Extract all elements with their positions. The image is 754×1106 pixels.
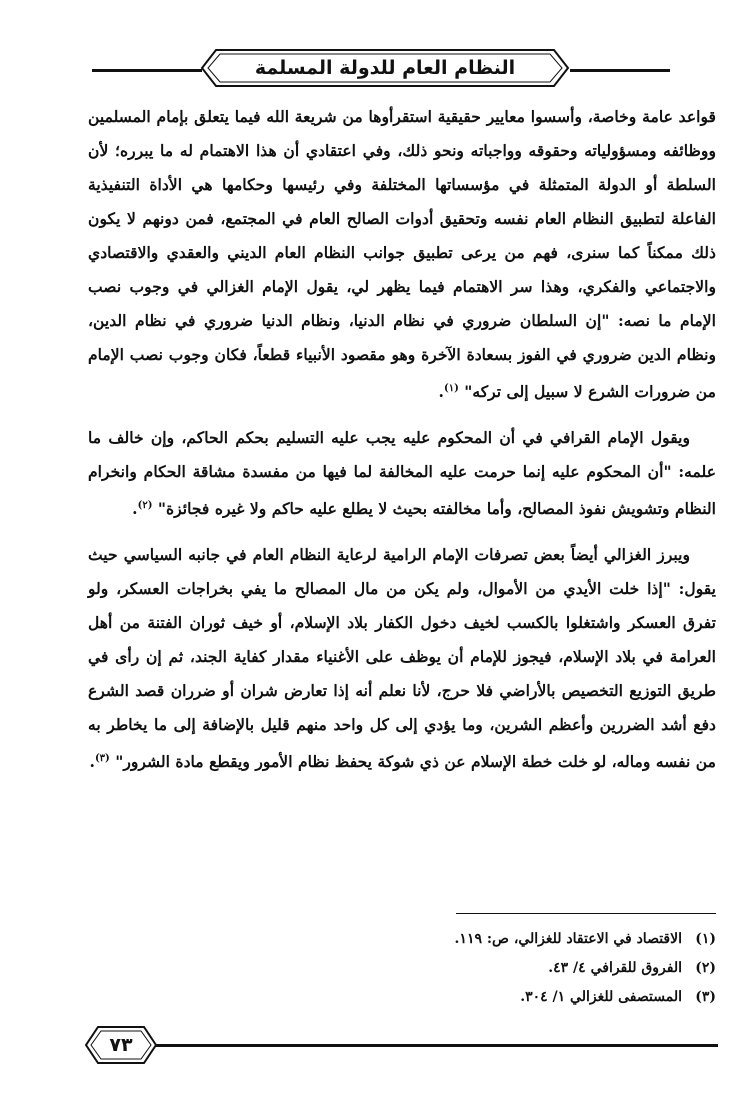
paragraph-text: ويبرز الغزالي أيضاً بعض تصرفات الإمام الرامية لرعاية النظام العام في جانبه السياسي حيث يقول: "إذا خلت الأيدي من الأموال، ولم يكن من مال المصالح ما يفي بخراجات العسكر، ولو تفرق العسكر واشتغلوا بالكسب لخيف دخول الكفار بلاد الإسلام، أو خيف ثوران الفتنة من أهل العرامة في بلاد الإسلام، فيجوز للإمام أن يوظف على الأغنياء مقدار كفاية الجند، ثم إن رأى في طريق التوزيع التخصيص بالأراضي فلا حرج، لأنا نعلم أنه إذا تعارض شران أو ضرران قصد الشرع دفع أشد الضررين وأعظم الشرين، وما يؤدي إلى كل واحد منهم قليل بالإضافة إلى ما يخاطر به من نفسه وماله، لو خلت خطة الإسلام عن ذي شوكة يحفظ نظام الأمور ويقطع مادة الشرور" bbox=[88, 545, 716, 772]
footnote-number: (٣) bbox=[695, 989, 716, 1005]
paragraph: ويبرز الغزالي أيضاً بعض تصرفات الإمام الرامية لرعاية النظام العام في جانبه السياسي حيث يقول: "إذا خلت الأيدي من الأموال، ولم يكن من مال المصالح ما يفي بخراجات العسكر، ولو تفرق العسكر واشتغلوا بالكسب لخيف دخول الكفار بلاد الإسلام، أو خيف ثوران الفتنة من أهل العرامة في بلاد الإسلام، فيجوز للإمام أن يوظف على الأغنياء مقدار كفاية الجند، ثم إن رأى في طريق التوزيع التخصيص بالأراضي فلا حرج، لأنا نعلم أنه إذا تعارض شران أو ضرران قصد الشرع دفع أشد الضررين وأعظم الشرين، وما يؤدي إلى كل واحد منهم قليل بالإضافة إلى ما يخاطر به من نفسه وماله، لو خلت خطة الإسلام عن ذي شوكة يحفظ نظام الأمور ويقطع مادة الشرور" $^{(٣)}$. bbox=[88, 545, 716, 772]
header-rule-right bbox=[570, 69, 670, 72]
footnote-item bbox=[300, 925, 716, 954]
footnote-separator bbox=[456, 913, 716, 914]
main-text bbox=[88, 100, 716, 780]
footnotes bbox=[300, 925, 716, 1012]
footnote-ref: (٢) bbox=[137, 500, 153, 512]
footnote-item bbox=[300, 954, 716, 983]
footnote-number: (١) bbox=[695, 931, 716, 947]
paragraph-text: ويقول الإمام القرافي في أن المحكوم عليه يجب عليه التسليم بحكم الحاكم، وإن خالف ما علمه: "أن المحكوم عليه إنما حرمت عليه المخالفة لما فيها من مفسدة مشاقة الحكام وانخرام النظام وتشويش نفوذ المصالح، وأما مخالفته بحيث لا يطلع عليه حاكم ولا غيره فجائزة" bbox=[88, 428, 716, 519]
footnote-ref: (١) bbox=[443, 383, 459, 394]
footnote-number: (٢) bbox=[695, 960, 716, 976]
footnote-item bbox=[300, 983, 716, 1012]
header-title: النظام العام للدولة المسلمة bbox=[254, 57, 516, 79]
page-number-rule bbox=[150, 1044, 718, 1047]
paragraph-text: قواعد عامة وخاصة، وأسسوا معايير حقيقية استقرأوها من شريعة الله فيما يتعلق بإمام المسلمين ووظائفه ومسؤولياته وحقوقه وواجباته ونحو ذلك، وفي اعتقادي أن هذا الاهتمام له ما يبرره؛ لأن السلطة أو الدولة المتمثلة في مؤسساتها المختلفة وفي رئيسها وحكامها هي الأداة التنفيذية الفاعلة لتطبيق النظام العام نفسه وتحقيق أدوات الصالح العام في المجتمع، فمن دونهم لا يكون ذلك ممكناً كما سنرى، فهم من يرعى تطبيق جوانب النظام العام الديني والعقدي والاقتصادي والاجتماعي والفكري، وهذا سر الاهتمام فيما يظهر لي، يقول الإمام الغزالي في وجوب نصب الإمام ما نصه: "إن السلطان ضروري في نظام الدنيا، ونظام الدنيا ضروري في نظام الدين، ونظام الدين ضروري في الفوز بسعادة الآخرة وهو مقصود الأنبياء قطعاً، فكان وجوب نصب الإمام من ضرورات الشرع لا سبيل إلى تركه" bbox=[88, 107, 716, 402]
footnote-text: المستصفى للغزالي ١/ ٣٠٤. bbox=[520, 989, 682, 1005]
page-number: ٧٣ bbox=[109, 1034, 133, 1056]
footnote-ref: (٣) bbox=[94, 753, 110, 765]
header-rule-left bbox=[92, 69, 202, 72]
paragraph: ويقول الإمام القرافي في أن المحكوم عليه يجب عليه التسليم بحكم الحاكم، وإن خالف ما علمه: "أن المحكوم عليه إنما حرمت عليه المخالفة لما فيها من مفسدة مشاقة الحكام وانخرام النظام وتشويش نفوذ المصالح، وأما مخالفته بحيث لا يطلع عليه حاكم ولا غيره فجائزة" $^{(٢)}$. bbox=[88, 428, 716, 519]
footnote-text: الاقتصاد في الاعتقاد للغزالي، ص: ١١٩. bbox=[454, 931, 682, 947]
paragraph: قواعد عامة وخاصة، وأسسوا معايير حقيقية استقرأوها من شريعة الله فيما يتعلق بإمام المسلمين ووظائفه ومسؤولياته وحقوقه وواجباته ونحو ذلك، وفي اعتقادي أن هذا الاهتمام له ما يبرره؛ لأن السلطة أو الدولة المتمثلة في مؤسساتها المختلفة وفي رئيسها وحكامها هي الأداة التنفيذية الفاعلة لتطبيق النظام العام نفسه وتحقيق أدوات الصالح العام في المجتمع، فمن دونهم لا يكون ذلك ممكناً كما سنرى، فهم من يرعى تطبيق جوانب النظام العام الديني والعقدي والاقتصادي والاجتماعي والفكري، وهذا سر الاهتمام فيما يظهر لي، يقول الإمام الغزالي في وجوب نصب الإمام ما نصه: "إن السلطان ضروري في نظام الدنيا، ونظام الدنيا ضروري في نظام الدين، ونظام الدين ضروري في الفوز بسعادة الآخرة وهو مقصود الأنبياء قطعاً، فكان وجوب نصب الإمام من ضرورات الشرع لا سبيل إلى تركه" $^{(١)}$. bbox=[88, 107, 716, 402]
page-number-badge bbox=[84, 1025, 158, 1065]
running-header bbox=[200, 48, 570, 88]
footnote-text: الفروق للقرافي ٤/ ٤٣. bbox=[548, 960, 682, 976]
